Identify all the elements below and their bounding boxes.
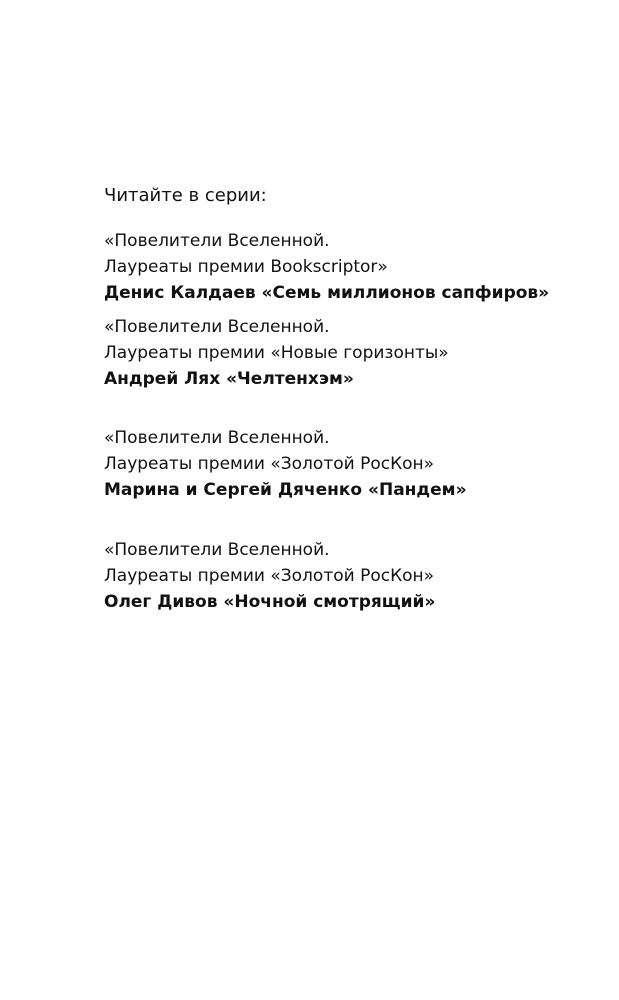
series-name: «Повелители Вселенной. (104, 540, 330, 560)
series-entry (104, 537, 435, 615)
award-name: Лауреаты премии Bookscriptor» (104, 257, 388, 277)
award-name: Лауреаты премии «Золотой РосКон» (104, 454, 435, 474)
award-name: Лауреаты премии «Новые горизонты» (104, 343, 449, 363)
series-name: «Повелители Вселенной. (104, 317, 330, 337)
book-author-title: Олег Дивов «Ночной смотрящий» (104, 592, 436, 612)
award-name: Лауреаты премии «Золотой РосКон» (104, 566, 435, 586)
series-entry (104, 228, 549, 306)
book-author-title: Андрей Лях «Челтенхэм» (104, 369, 354, 389)
read-in-series-heading: Читайте в серии: (104, 185, 267, 206)
series-name: «Повелители Вселенной. (104, 231, 330, 251)
series-name: «Повелители Вселенной. (104, 428, 330, 448)
book-author-title: Марина и Сергей Дяченко «Пандем» (104, 480, 467, 500)
series-entry (104, 314, 449, 392)
book-author-title: Денис Калдаев «Семь миллионов сапфиров» (104, 283, 550, 303)
series-entry (104, 425, 467, 503)
